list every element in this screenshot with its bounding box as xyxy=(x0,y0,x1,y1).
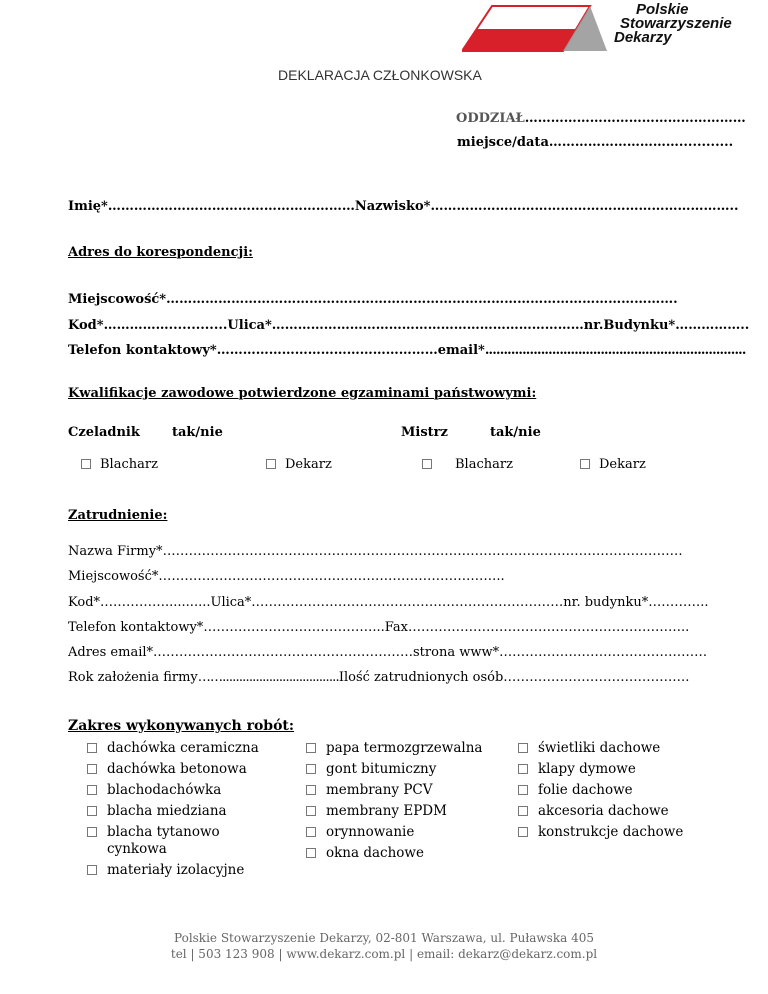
scope-column-3 xyxy=(518,736,718,841)
qualifications-heading: Kwalifikacje zawodowe potwierdzone egzaminami państwowymi: xyxy=(68,386,537,401)
kod-field[interactable]: ……………............. xyxy=(103,318,228,333)
checkbox-icon[interactable] xyxy=(518,827,528,837)
scope-item-label: świetliki dachowe xyxy=(538,740,661,756)
checkbox-icon[interactable] xyxy=(87,865,97,875)
scope-item-label: membrany PCV xyxy=(326,782,433,798)
logo-line-3: Dekarzy xyxy=(614,29,672,46)
scope-item-label: membrany EPDM xyxy=(326,803,447,819)
firma-nr-field[interactable]: ………….. xyxy=(648,595,709,610)
email-label: email* xyxy=(437,343,485,358)
logo-line-1: Polskie xyxy=(636,1,689,18)
option-label: Blacharz xyxy=(100,457,158,472)
scope-column-2 xyxy=(306,736,506,862)
firma-telefon-fax-row xyxy=(68,620,689,635)
logo xyxy=(462,3,762,55)
scope-item[interactable] xyxy=(306,761,506,778)
mistrz-blacharz-option[interactable] xyxy=(422,457,513,472)
oddzial-dots: …………………………………………… xyxy=(524,111,746,126)
logo-line-2: Stowarzyszenie xyxy=(620,15,732,32)
telefon-email-row xyxy=(68,343,746,358)
firma-kod-ulica-row xyxy=(68,595,708,610)
kod-ulica-row xyxy=(68,318,749,333)
firma-www-field[interactable]: ………………………………………… xyxy=(499,645,708,660)
oddzial-field[interactable] xyxy=(456,111,746,126)
ulica-label: Ulica* xyxy=(227,318,272,333)
firma-kod-field[interactable]: ……………........... xyxy=(100,595,211,610)
scope-item[interactable] xyxy=(518,740,718,757)
checkbox-icon[interactable] xyxy=(306,806,316,816)
miejscowosc-label: Miejscowość* xyxy=(68,292,167,307)
scope-item[interactable] xyxy=(306,824,506,841)
firma-kod-label: Kod* xyxy=(68,595,101,610)
scope-item[interactable] xyxy=(87,740,277,757)
firma-www-label: strona www* xyxy=(413,645,500,660)
imie-label: Imię* xyxy=(68,199,108,214)
scope-item[interactable] xyxy=(87,862,277,879)
checkbox-icon[interactable] xyxy=(518,806,528,816)
scope-item-label: orynnowanie xyxy=(326,824,415,840)
scope-item-label: folie dachowe xyxy=(538,782,633,798)
nazwisko-label: Nazwisko* xyxy=(354,199,431,214)
checkbox-icon[interactable] xyxy=(518,764,528,774)
czeladnik-taknie: tak/nie xyxy=(172,425,223,440)
miejsce-data-field[interactable] xyxy=(457,135,733,150)
nr-budynku-label: nr.Budynku* xyxy=(583,318,676,333)
logo-mark-icon xyxy=(462,3,612,55)
scope-heading: Zakres wykonywanych robót: xyxy=(68,718,295,734)
checkbox-icon[interactable] xyxy=(518,743,528,753)
scope-item-label: klapy dymowe xyxy=(538,761,636,777)
firma-telefon-field[interactable]: …………………………………... xyxy=(203,620,385,635)
scope-item[interactable] xyxy=(306,845,506,862)
firma-fax-field[interactable]: ……………………………………………………….. xyxy=(407,620,690,635)
firma-miejscowosc-label: Miejscowość* xyxy=(68,569,159,584)
checkbox-icon[interactable] xyxy=(87,827,97,837)
scope-item[interactable] xyxy=(87,761,277,778)
checkbox-icon[interactable] xyxy=(306,743,316,753)
firma-fax-label: Fax xyxy=(384,620,408,635)
scope-item-label: papa termozgrzewalna xyxy=(326,740,483,756)
checkbox-icon[interactable] xyxy=(87,785,97,795)
kod-label: Kod* xyxy=(68,318,104,333)
name-row xyxy=(68,199,739,214)
czeladnik-label: Czeladnik xyxy=(68,425,140,440)
scope-item[interactable] xyxy=(87,824,277,858)
scope-item[interactable] xyxy=(518,803,718,820)
firma-miejscowosc-field[interactable]: …………………………………………………………………….. xyxy=(158,569,505,584)
checkbox-icon[interactable] xyxy=(87,743,97,753)
checkbox-icon[interactable] xyxy=(306,827,316,837)
scope-item[interactable] xyxy=(518,782,718,799)
checkbox-icon[interactable] xyxy=(518,785,528,795)
scope-item[interactable] xyxy=(87,782,277,799)
ulica-field[interactable]: ……………………………………………………………… xyxy=(271,318,584,333)
mistrz-taknie: tak/nie xyxy=(490,425,541,440)
firma-ulica-field[interactable]: ……………………………………………………………… xyxy=(251,595,564,610)
scope-item-label: blacha tytanowo cynkowa xyxy=(107,824,220,857)
firma-row xyxy=(68,544,683,559)
firma-nr-label: nr. budynku* xyxy=(563,595,649,610)
telefon-label: Telefon kontaktowy* xyxy=(68,343,217,358)
firma-ulica-label: Ulica* xyxy=(210,595,252,610)
employment-heading: Zatrudnienie: xyxy=(68,508,168,523)
miejscowosc-field[interactable]: ………………………………………………………………………………………………………. xyxy=(166,292,678,307)
miejscowosc-row xyxy=(68,292,678,307)
firma-email-field[interactable]: …………………………………………………… xyxy=(153,645,414,660)
email-field[interactable]: ...................................................................... xyxy=(484,343,746,358)
checkbox-icon[interactable] xyxy=(81,459,91,469)
checkbox-icon[interactable] xyxy=(87,764,97,774)
page-title: DEKLARACJA CZŁONKOWSKA xyxy=(278,67,482,83)
scope-item-label: dachówka ceramiczna xyxy=(107,740,259,756)
scope-item[interactable] xyxy=(306,803,506,820)
firma-ilosc-field[interactable]: ……………………………………. xyxy=(503,670,690,685)
option-label: Blacharz xyxy=(455,457,513,472)
czeladnik-blacharz-option[interactable] xyxy=(81,457,158,472)
checkbox-icon[interactable] xyxy=(266,459,276,469)
scope-item-label: okna dachowe xyxy=(326,845,424,861)
firma-label: Nazwa Firmy* xyxy=(68,544,163,559)
scope-column-1 xyxy=(87,736,277,879)
miejsce-data-dots: …………………………............ xyxy=(548,135,734,150)
checkbox-icon[interactable] xyxy=(306,848,316,858)
checkbox-icon[interactable] xyxy=(87,806,97,816)
scope-item[interactable] xyxy=(518,824,718,841)
checkbox-icon[interactable] xyxy=(306,785,316,795)
checkbox-icon[interactable] xyxy=(306,764,316,774)
telefon-field[interactable]: …………………………………………… xyxy=(216,343,438,358)
mistrz-dekarz-option[interactable] xyxy=(580,457,646,472)
footer-contact: tel | 503 123 908 | www.dekarz.com.pl | email: dekarz@dekarz.com.pl xyxy=(170,947,598,961)
scope-item[interactable] xyxy=(518,761,718,778)
scope-item[interactable] xyxy=(306,782,506,799)
firma-rok-ilosc-row xyxy=(68,670,689,685)
imie-field[interactable]: ………………………………………………… xyxy=(107,199,355,214)
nazwisko-field[interactable]: …………………………………………………………….. xyxy=(430,199,739,214)
scope-item-label: materiały izolacyjne xyxy=(107,862,245,878)
footer-address: Polskie Stowarzyszenie Dekarzy, 02-801 Warszawa, ul. Puławska 405 xyxy=(174,931,594,945)
firma-rok-field[interactable]: ……................................... xyxy=(197,670,339,685)
firma-rok-label: Rok założenia firmy xyxy=(68,670,198,685)
firma-email-label: Adres email* xyxy=(68,645,154,660)
address-heading: Adres do korespondencji: xyxy=(68,245,253,260)
scope-item-label: blacha miedziana xyxy=(107,803,227,819)
scope-item[interactable] xyxy=(306,740,506,757)
scope-item-label: akcesoria dachowe xyxy=(538,803,669,819)
scope-item-label: konstrukcje dachowe xyxy=(538,824,684,840)
firma-telefon-label: Telefon kontaktowy* xyxy=(68,620,204,635)
checkbox-icon[interactable] xyxy=(422,459,432,469)
option-label: Dekarz xyxy=(285,457,332,472)
scope-item[interactable] xyxy=(87,803,277,820)
option-label: Dekarz xyxy=(599,457,646,472)
czeladnik-dekarz-option[interactable] xyxy=(266,457,332,472)
miejsce-data-label: miejsce/data xyxy=(457,135,549,150)
checkbox-icon[interactable] xyxy=(580,459,590,469)
scope-item-label: blachodachówka xyxy=(107,782,222,798)
firma-field[interactable]: ………………………………………………………………………………………………………… xyxy=(162,544,683,559)
scope-item-label: dachówka betonowa xyxy=(107,761,247,777)
firma-miejscowosc-row xyxy=(68,569,505,584)
nr-budynku-field[interactable]: …………….. xyxy=(675,318,750,333)
firma-ilosc-label: Ilość zatrudnionych osób xyxy=(338,670,504,685)
oddzial-label: ODDZIAŁ xyxy=(456,111,525,126)
scope-item-label: gont bitumiczny xyxy=(326,761,437,777)
firma-email-www-row xyxy=(68,645,707,660)
mistrz-label: Mistrz xyxy=(401,425,448,440)
